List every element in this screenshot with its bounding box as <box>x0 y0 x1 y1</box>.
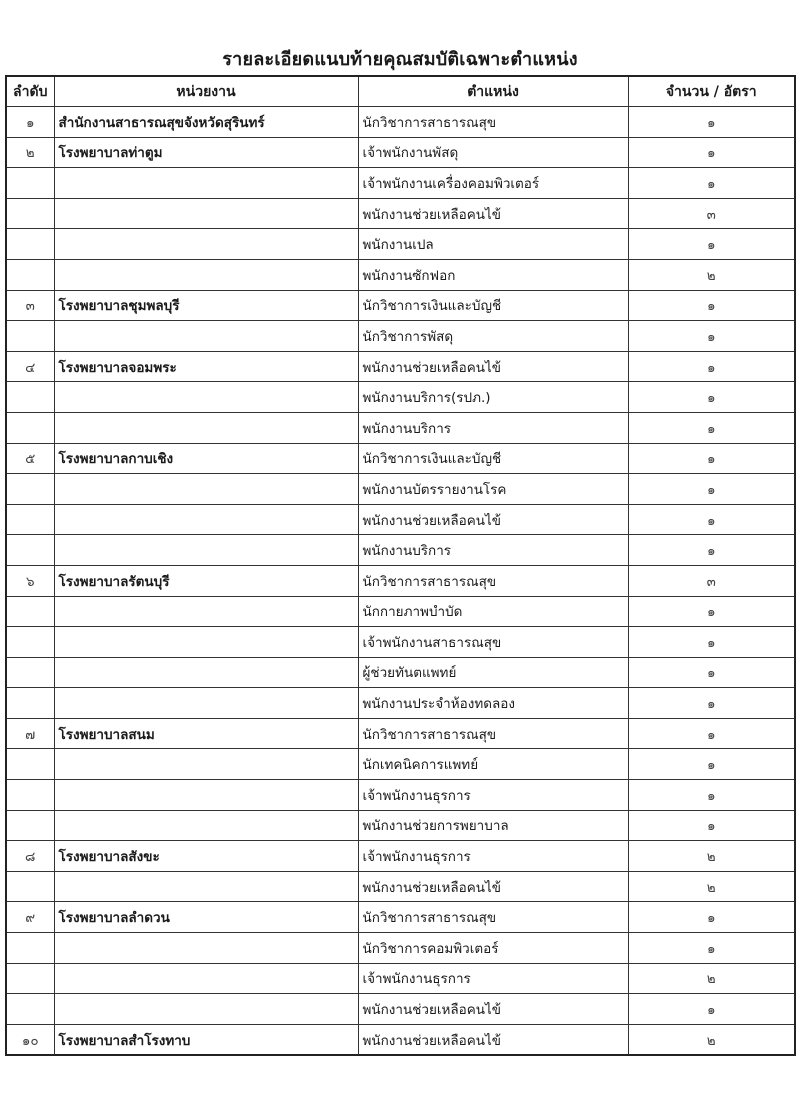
position-cell: นักวิชาการคอมพิวเตอร์ <box>358 933 628 964</box>
position-cell: พนักงานเปล <box>358 229 628 260</box>
order-cell <box>6 504 54 535</box>
unit-cell: โรงพยาบาลสนม <box>54 718 358 749</box>
order-cell <box>6 933 54 964</box>
unit-cell: โรงพยาบาลท่าตูม <box>54 137 358 168</box>
positions-table <box>5 75 796 1056</box>
order-cell: ๙ <box>6 902 54 933</box>
quantity-cell: ๑ <box>628 657 795 688</box>
header-unit: หน่วยงาน <box>54 76 358 107</box>
order-cell: ๘ <box>6 841 54 872</box>
quantity-cell: ๑ <box>628 443 795 474</box>
document-title: รายละเอียดแนบท้ายคุณสมบัติเฉพาะตำแหน่ง <box>222 49 578 70</box>
unit-cell <box>54 382 358 413</box>
order-cell: ๓ <box>6 290 54 321</box>
quantity-cell: ๓ <box>628 198 795 229</box>
table-body <box>6 107 795 1056</box>
unit-cell <box>54 535 358 566</box>
table-row <box>6 657 795 688</box>
position-cell: พนักงานบัตรรายงานโรค <box>358 474 628 505</box>
table-row <box>6 137 795 168</box>
unit-cell: โรงพยาบาลรัตนบุรี <box>54 565 358 596</box>
unit-cell <box>54 657 358 688</box>
position-cell: นักวิชาการสาธารณสุข <box>358 902 628 933</box>
table-row <box>6 229 795 260</box>
table-row <box>6 474 795 505</box>
order-cell <box>6 412 54 443</box>
order-cell <box>6 780 54 811</box>
order-cell <box>6 871 54 902</box>
order-cell <box>6 963 54 994</box>
header-position: ตำแหน่ง <box>358 76 628 107</box>
position-cell: นักเทคนิคการแพทย์ <box>358 749 628 780</box>
position-cell: พนักงานช่วยเหลือคนไข้ <box>358 504 628 535</box>
table-row <box>6 963 795 994</box>
position-cell: เจ้าพนักงานพัสดุ <box>358 137 628 168</box>
table-row <box>6 107 795 138</box>
table-row <box>6 412 795 443</box>
position-cell: พนักงานช่วยการพยาบาล <box>358 810 628 841</box>
position-cell: เจ้าพนักงานธุรการ <box>358 963 628 994</box>
order-cell <box>6 382 54 413</box>
position-cell: นักวิชาการสาธารณสุข <box>358 107 628 138</box>
table-row <box>6 841 795 872</box>
table-row <box>6 596 795 627</box>
order-cell: ๑๐ <box>6 1024 54 1055</box>
order-cell: ๒ <box>6 137 54 168</box>
quantity-cell: ๑ <box>628 504 795 535</box>
table-row <box>6 259 795 290</box>
quantity-cell: ๑ <box>628 290 795 321</box>
unit-cell <box>54 749 358 780</box>
table-row <box>6 382 795 413</box>
quantity-cell: ๑ <box>628 107 795 138</box>
order-cell: ๖ <box>6 565 54 596</box>
unit-cell: โรงพยาบาลสำโรงทาบ <box>54 1024 358 1055</box>
quantity-cell: ๒ <box>628 259 795 290</box>
quantity-cell: ๒ <box>628 841 795 872</box>
position-cell: พนักงานบริการ <box>358 412 628 443</box>
quantity-cell: ๒ <box>628 871 795 902</box>
position-cell: เจ้าพนักงานธุรการ <box>358 841 628 872</box>
quantity-cell: ๑ <box>628 168 795 199</box>
quantity-cell: ๑ <box>628 627 795 658</box>
position-cell: พนักงานช่วยเหลือคนไข้ <box>358 871 628 902</box>
position-cell: นักวิชาการเงินและบัญชี <box>358 290 628 321</box>
quantity-cell: ๑ <box>628 749 795 780</box>
position-cell: เจ้าพนักงานธุรการ <box>358 780 628 811</box>
unit-cell <box>54 229 358 260</box>
table-row <box>6 780 795 811</box>
table-row <box>6 504 795 535</box>
position-cell: พนักงานช่วยเหลือคนไข้ <box>358 994 628 1025</box>
quantity-cell: ๒ <box>628 963 795 994</box>
table-row <box>6 198 795 229</box>
quantity-cell: ๑ <box>628 933 795 964</box>
unit-cell <box>54 688 358 719</box>
unit-cell <box>54 168 358 199</box>
table-row <box>6 535 795 566</box>
position-cell: นักวิชาการสาธารณสุข <box>358 565 628 596</box>
table-row <box>6 933 795 964</box>
order-cell <box>6 627 54 658</box>
table-row <box>6 810 795 841</box>
position-cell: ผู้ช่วยทันตแพทย์ <box>358 657 628 688</box>
order-cell: ๗ <box>6 718 54 749</box>
table-row <box>6 168 795 199</box>
position-cell: เจ้าพนักงานสาธารณสุข <box>358 627 628 658</box>
unit-cell: โรงพยาบาลสังขะ <box>54 841 358 872</box>
quantity-cell: ๑ <box>628 994 795 1025</box>
table-row <box>6 749 795 780</box>
unit-cell <box>54 321 358 352</box>
position-cell: นักวิชาการพัสดุ <box>358 321 628 352</box>
order-cell <box>6 657 54 688</box>
unit-cell <box>54 596 358 627</box>
table-row <box>6 290 795 321</box>
table-row <box>6 871 795 902</box>
quantity-cell: ๓ <box>628 565 795 596</box>
order-cell <box>6 535 54 566</box>
order-cell <box>6 168 54 199</box>
quantity-cell: ๑ <box>628 780 795 811</box>
table-row <box>6 565 795 596</box>
unit-cell <box>54 198 358 229</box>
table-row <box>6 443 795 474</box>
unit-cell <box>54 810 358 841</box>
table-row <box>6 321 795 352</box>
unit-cell <box>54 871 358 902</box>
table-row <box>6 902 795 933</box>
table-header-row <box>6 76 795 107</box>
quantity-cell: ๒ <box>628 1024 795 1055</box>
table-row <box>6 351 795 382</box>
order-cell <box>6 749 54 780</box>
order-cell <box>6 229 54 260</box>
order-cell <box>6 198 54 229</box>
position-cell: นักวิชาการสาธารณสุข <box>358 718 628 749</box>
quantity-cell: ๑ <box>628 902 795 933</box>
unit-cell: โรงพยาบาลกาบเชิง <box>54 443 358 474</box>
quantity-cell: ๑ <box>628 535 795 566</box>
quantity-cell: ๑ <box>628 351 795 382</box>
position-cell: พนักงานบริการ <box>358 535 628 566</box>
table-row <box>6 1024 795 1055</box>
unit-cell: โรงพยาบาลชุมพลบุรี <box>54 290 358 321</box>
order-cell: ๔ <box>6 351 54 382</box>
order-cell <box>6 474 54 505</box>
quantity-cell: ๑ <box>628 474 795 505</box>
header-order: ลำดับ <box>6 76 54 107</box>
unit-cell <box>54 780 358 811</box>
order-cell <box>6 321 54 352</box>
unit-cell <box>54 412 358 443</box>
order-cell <box>6 994 54 1025</box>
quantity-cell: ๑ <box>628 137 795 168</box>
quantity-cell: ๑ <box>628 229 795 260</box>
unit-cell: โรงพยาบาลจอมพระ <box>54 351 358 382</box>
position-cell: พนักงานช่วยเหลือคนไข้ <box>358 198 628 229</box>
header-quantity: จำนวน / อัตรา <box>628 76 795 107</box>
position-cell: พนักงานช่วยเหลือคนไข้ <box>358 351 628 382</box>
table-row <box>6 718 795 749</box>
quantity-cell: ๑ <box>628 596 795 627</box>
order-cell: ๑ <box>6 107 54 138</box>
position-cell: พนักงานบริการ(รปภ.) <box>358 382 628 413</box>
position-cell: พนักงานช่วยเหลือคนไข้ <box>358 1024 628 1055</box>
order-cell <box>6 259 54 290</box>
table-row <box>6 994 795 1025</box>
order-cell: ๕ <box>6 443 54 474</box>
position-cell: เจ้าพนักงานเครื่องคอมพิวเตอร์ <box>358 168 628 199</box>
order-cell <box>6 810 54 841</box>
quantity-cell: ๑ <box>628 382 795 413</box>
position-cell: นักกายภาพบำบัด <box>358 596 628 627</box>
quantity-cell: ๑ <box>628 810 795 841</box>
quantity-cell: ๑ <box>628 688 795 719</box>
unit-cell <box>54 627 358 658</box>
unit-cell: สำนักงานสาธารณสุขจังหวัดสุรินทร์ <box>54 107 358 138</box>
table-row <box>6 688 795 719</box>
position-cell: พนักงานประจำห้องทดลอง <box>358 688 628 719</box>
position-cell: พนักงานซักฟอก <box>358 259 628 290</box>
unit-cell <box>54 259 358 290</box>
order-cell <box>6 688 54 719</box>
quantity-cell: ๑ <box>628 321 795 352</box>
unit-cell: โรงพยาบาลลำดวน <box>54 902 358 933</box>
quantity-cell: ๑ <box>628 412 795 443</box>
unit-cell <box>54 963 358 994</box>
quantity-cell: ๑ <box>628 718 795 749</box>
unit-cell <box>54 994 358 1025</box>
order-cell <box>6 596 54 627</box>
unit-cell <box>54 933 358 964</box>
unit-cell <box>54 504 358 535</box>
unit-cell <box>54 474 358 505</box>
position-cell: นักวิชาการเงินและบัญชี <box>358 443 628 474</box>
table-row <box>6 627 795 658</box>
